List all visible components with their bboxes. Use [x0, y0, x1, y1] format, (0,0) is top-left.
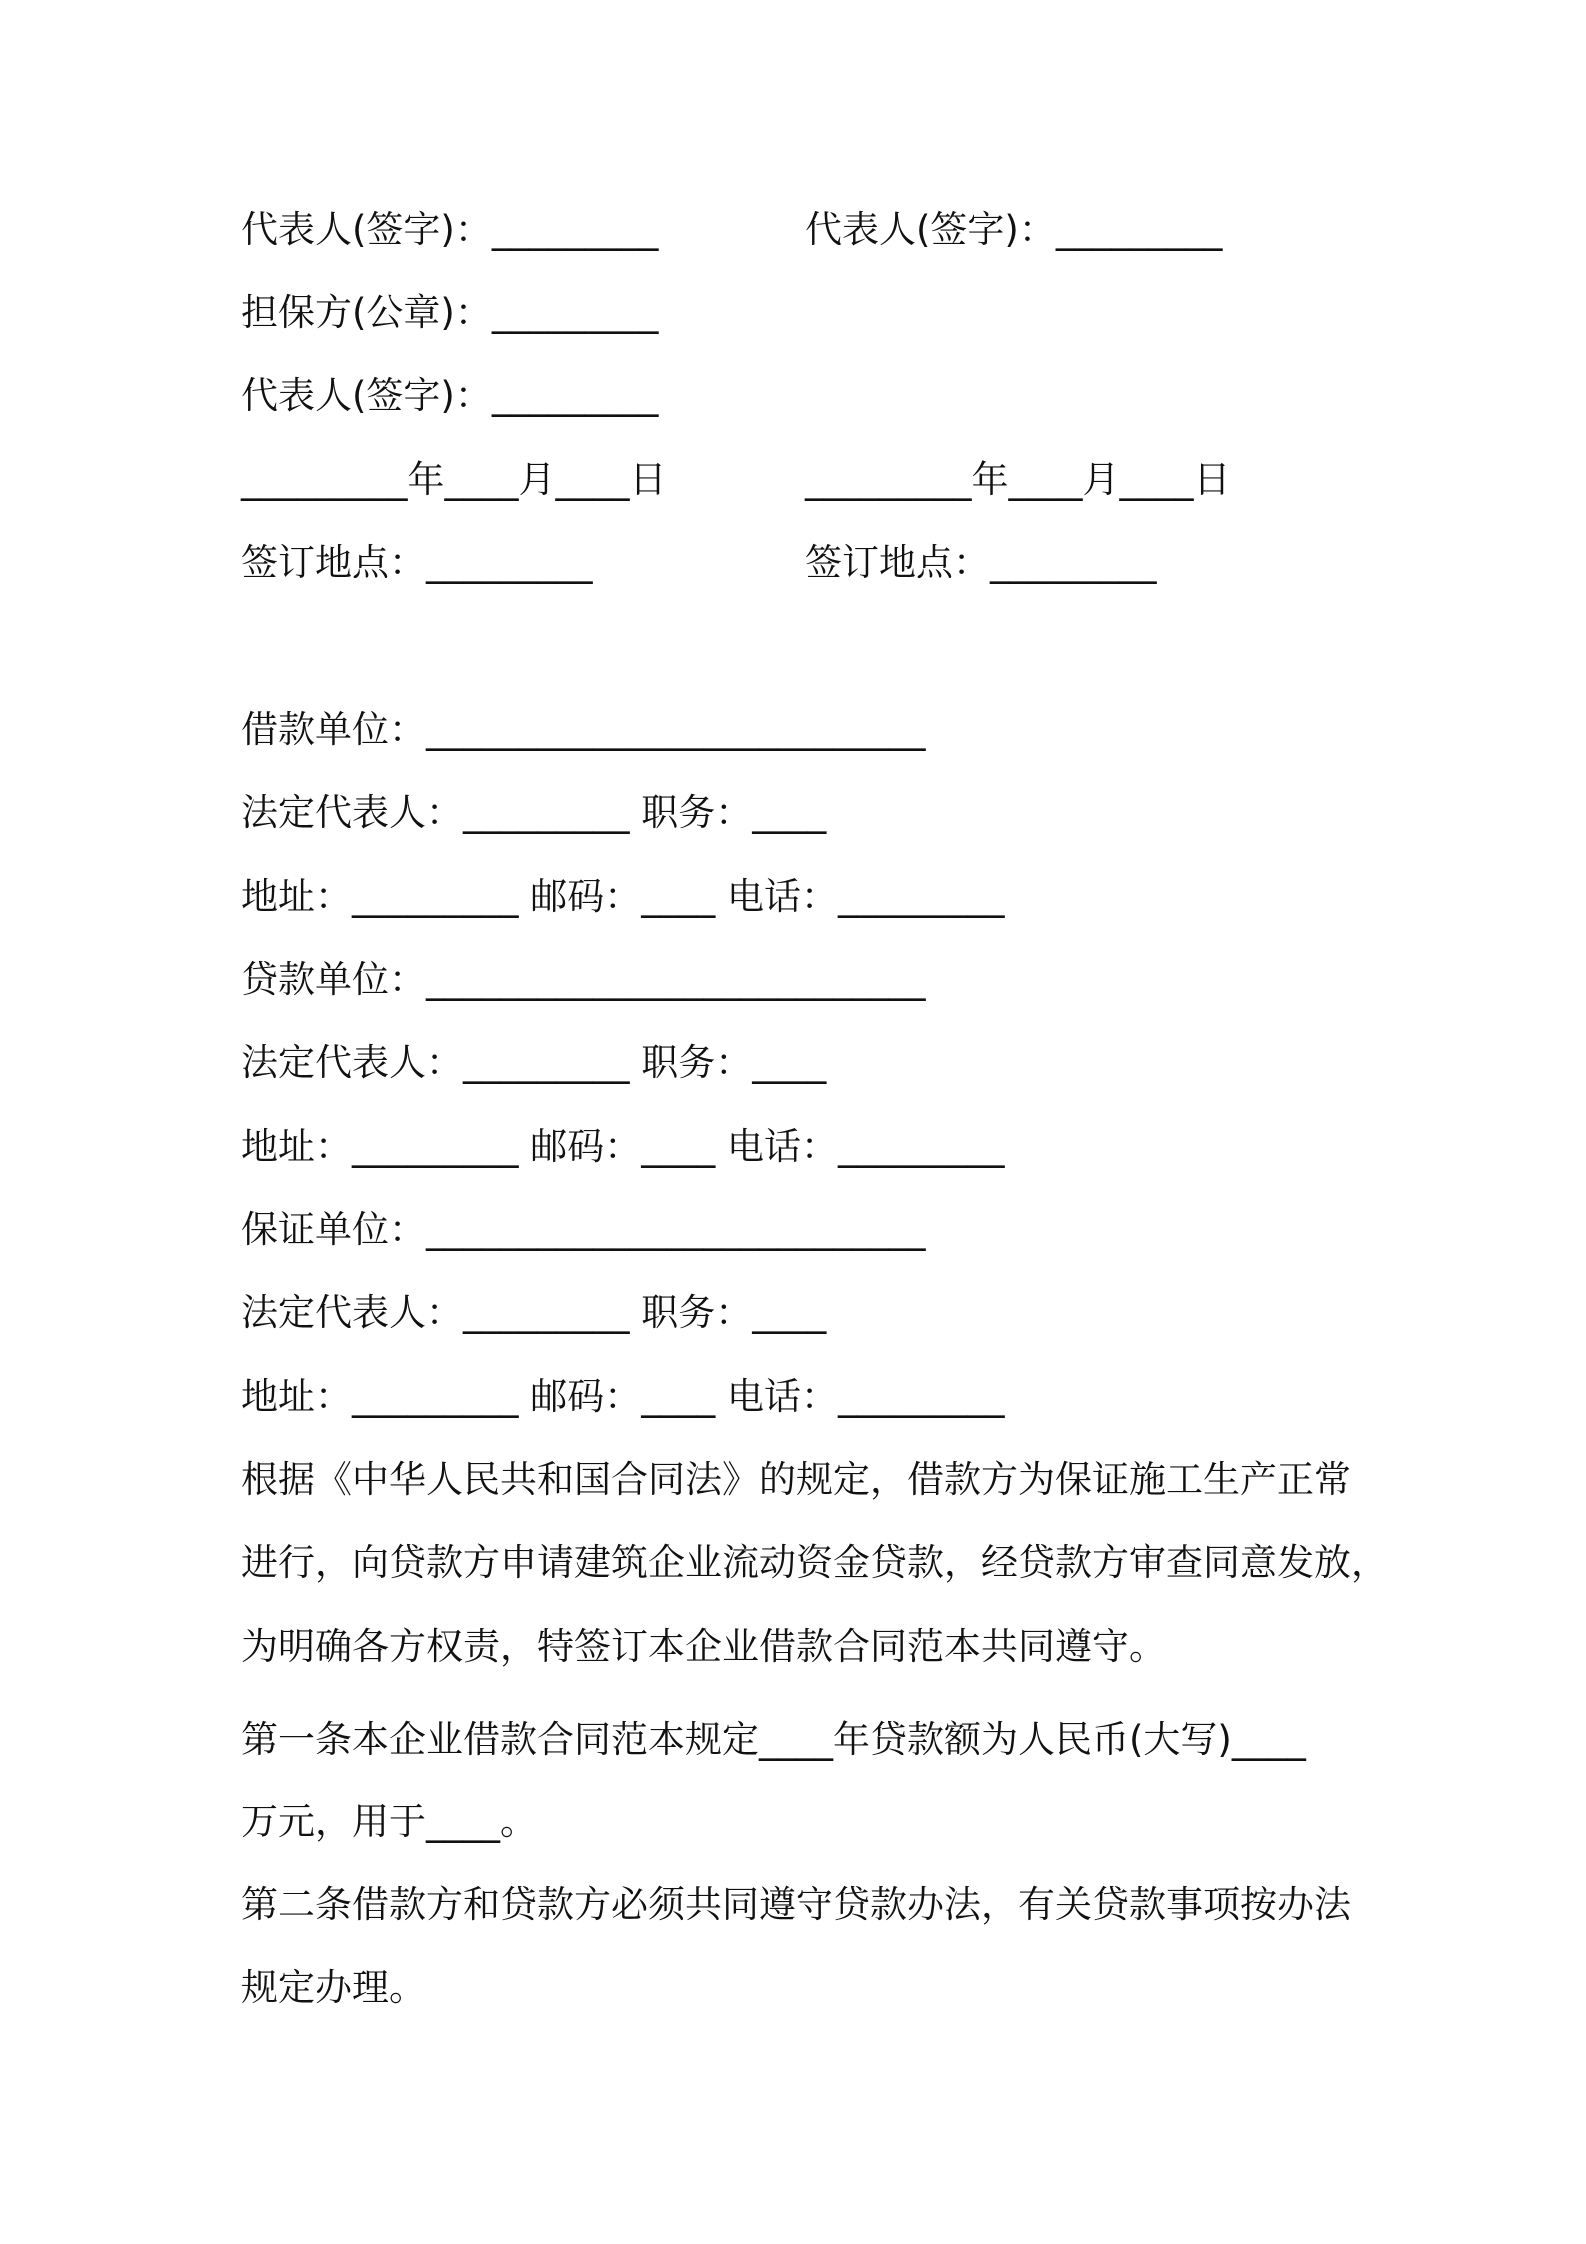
- representative-signature-left: 代表人(签字)：_________: [241, 208, 659, 251]
- representative-signature-right: 代表人(签字)：_________: [805, 208, 1223, 251]
- signing-place-left: 签订地点：_________: [241, 541, 593, 584]
- borrower-legal-rep: 法定代表人：_________ 职务：____: [241, 791, 827, 834]
- lender-address: 地址：_________ 邮码：____ 电话：_________: [241, 1125, 1005, 1168]
- date-left: _________年____月____日: [241, 458, 667, 501]
- date-right: _________年____月____日: [805, 458, 1231, 501]
- guarantor-legal-rep: 法定代表人：_________ 职务：____: [241, 1291, 827, 1334]
- borrower-address: 地址：_________ 邮码：____ 电话：_________: [241, 875, 1005, 918]
- borrower-unit: 借款单位：___________________________: [241, 708, 926, 751]
- article-2-line-2: 规定办理。: [241, 1966, 426, 2009]
- signing-place-right: 签订地点：_________: [805, 541, 1157, 584]
- article-2-line-1: 第二条借款方和贷款方必须共同遵守贷款办法，有关贷款事项按办法: [241, 1883, 1351, 1926]
- guarantor-address: 地址：_________ 邮码：____ 电话：_________: [241, 1375, 1005, 1418]
- intro-paragraph-line-2: 进行，向贷款方申请建筑企业流动资金贷款，经贷款方审查同意发放，: [241, 1541, 1388, 1584]
- guarantor-representative-signature: 代表人(签字)：_________: [241, 374, 659, 417]
- article-1-line-1: 第一条本企业借款合同范本规定____年贷款额为人民币(大写)____: [241, 1718, 1306, 1761]
- article-1-line-2: 万元，用于____。: [241, 1800, 537, 1843]
- lender-unit: 贷款单位：___________________________: [241, 958, 926, 1001]
- intro-paragraph-line-1: 根据《中华人民共和国合同法》的规定，借款方为保证施工生产正常: [241, 1458, 1351, 1501]
- intro-paragraph-line-3: 为明确各方权责，特签订本企业借款合同范本共同遵守。: [241, 1625, 1166, 1668]
- lender-legal-rep: 法定代表人：_________ 职务：____: [241, 1041, 827, 1084]
- guarantor-seal: 担保方(公章)：_________: [241, 291, 659, 334]
- guarantor-unit: 保证单位：___________________________: [241, 1208, 926, 1251]
